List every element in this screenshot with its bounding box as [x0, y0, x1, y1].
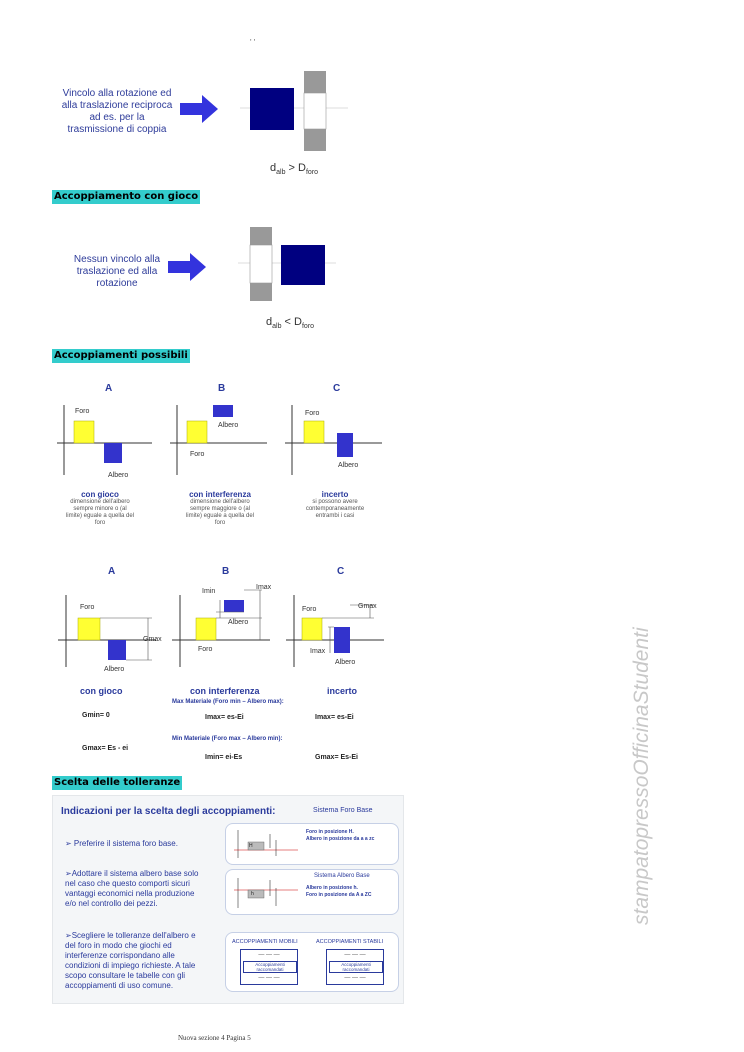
- letter-a: A: [105, 383, 113, 394]
- footer: Nuova sezione 4 Pagina 5: [178, 1034, 251, 1042]
- min-materiale: Min Materiale (Foro max – Albero min):: [172, 736, 283, 742]
- svg-text:stampatopressoOfficinaStudenti: stampatopressoOfficinaStudenti: [630, 627, 653, 925]
- letter-b: B: [218, 383, 226, 394]
- section2-line: rotazione: [96, 278, 138, 289]
- box2-line: Albero in posizione h.: [306, 885, 358, 891]
- caption-incerto: incerto si possono avere contemporaneamente entrambi i casi: [305, 490, 365, 519]
- section1-text: [52, 88, 182, 136]
- caption-interferenza: con interferenza dimensione dell'albero sempre maggiore o (al limite) eguale a quella del foro: [185, 490, 255, 526]
- section2-line: traslazione ed alla: [76, 266, 158, 277]
- caption-gioco: con gioco dimensione dell'albero sempre minore o (al limite) eguale a quella del foro: [65, 490, 135, 526]
- label-albero: Albero: [335, 659, 356, 666]
- letter-c: C: [333, 383, 341, 394]
- eq-imax-c: Imax= es-Ei: [315, 714, 354, 721]
- formula-2: $d_{alb} < D_{foro}$: [266, 316, 315, 331]
- label-foro: Foro: [198, 646, 213, 653]
- stabili-table: — — — Accoppiamenti raccomandati — — —: [326, 949, 384, 985]
- bullet-tolleranze: ➢Scegliere le tolleranze dell'albero e del foro in modo che giochi ed interferenze corrispondano alle condizioni di impiego richieste. A tale scopo consultare le tabelle con gli accoppiamenti di uso comune.: [65, 931, 196, 990]
- label-albero: Albero: [108, 472, 129, 479]
- box-albero-base: [225, 869, 399, 915]
- arrow-right-icon: [168, 253, 208, 281]
- heading-gioco: Accoppiamento con gioco: [54, 191, 199, 202]
- heading-tolleranze: Scelta delle tolleranze: [54, 777, 181, 788]
- albero-base-diagram: [230, 876, 300, 910]
- fit-diagrams-1: [52, 395, 392, 490]
- max-materiale: Max Materiale (Foro min – Albero max):: [172, 699, 284, 705]
- label-foro: Foro: [75, 408, 90, 415]
- label-foro: Foro: [80, 604, 95, 611]
- formula-1: $d_{alb} > D_{foro}$: [270, 162, 319, 177]
- mobili-label: ACCOPPIAMENTI MOBILI: [232, 939, 298, 945]
- watermark: [620, 540, 660, 930]
- label-imax: Imax: [310, 648, 326, 655]
- bullet-foro-base: ➢ Preferire il sistema foro base.: [65, 839, 178, 848]
- label-foro: Foro: [302, 606, 317, 613]
- bullet-albero-base: ➢Adottare il sistema albero base solo nel caso che questo comporti sicuri vantaggi economici nella produzione e/o nel controllo dei pezzi.: [65, 869, 199, 908]
- shaft-block: [250, 88, 294, 130]
- box-foro-base: [225, 823, 399, 865]
- tolleranze-title: Indicazioni per la scelta degli accoppiamenti:: [61, 806, 276, 817]
- section1-line: ad es. per la: [89, 112, 145, 123]
- heading-possibili: Accoppiamenti possibili: [54, 350, 188, 361]
- stabili-label: ACCOPPIAMENTI STABILI: [316, 939, 384, 945]
- section1-line: alla traslazione reciproca: [61, 100, 173, 111]
- label-imin: Imin: [202, 588, 216, 595]
- label-gmax: Gmax: [358, 603, 377, 610]
- letter-c: C: [337, 566, 345, 577]
- eq-gmin: Gmin= 0: [82, 712, 110, 719]
- foro-block: [74, 421, 94, 443]
- box2-line: Foro in posizione da A a ZC: [306, 892, 372, 898]
- title-incerto: incerto: [327, 686, 358, 696]
- h-upper-label: H: [249, 843, 253, 849]
- box1-line: Foro in posizione H.: [306, 829, 354, 835]
- letter-a: A: [108, 566, 116, 577]
- albero-block: [104, 443, 122, 463]
- section2-line: Nessun vincolo alla: [73, 254, 161, 265]
- sys1-label: Sistema Foro Base: [313, 807, 373, 814]
- eq-imax-b: Imax= es-Ei: [205, 714, 244, 721]
- label-foro: Foro: [190, 451, 205, 458]
- eq-gmax-a: Gmax= Es - ei: [82, 745, 129, 752]
- label-imax: Imax: [256, 584, 272, 591]
- section1-line: trasmissione di coppia: [67, 124, 167, 135]
- box-accoppiamenti: [225, 932, 399, 992]
- section1-line: Vincolo alla rotazione ed: [62, 88, 172, 99]
- foro-base-diagram: [230, 828, 300, 860]
- label-foro: Foro: [305, 410, 320, 417]
- label-gmax: Gmax: [143, 636, 162, 643]
- shaft-hole-diagram-2: [238, 225, 338, 305]
- eq-imin-b: Imin= ei-Es: [205, 754, 243, 761]
- eq-gmax-c: Gmax= Es-Ei: [315, 754, 358, 761]
- tolleranze-panel: [52, 795, 404, 1004]
- top-mark: ' ': [250, 38, 256, 47]
- box1-line: Albero in posizione da a a zc: [306, 836, 375, 842]
- label-albero: Albero: [338, 462, 359, 469]
- mobili-table: — — — Accoppiamenti raccomandati — — —: [240, 949, 298, 985]
- label-albero: Albero: [218, 422, 239, 429]
- arrow-right-icon: [180, 95, 220, 123]
- title-interferenza: con interferenza: [190, 686, 260, 696]
- title-gioco: con gioco: [80, 686, 123, 696]
- letter-b: B: [222, 566, 230, 577]
- label-albero: Albero: [228, 619, 249, 626]
- label-albero: Albero: [104, 666, 125, 673]
- h-lower-label: h: [251, 891, 254, 897]
- shaft-hole-diagram-1: [240, 68, 350, 158]
- sys2-label: Sistema Albero Base: [314, 873, 370, 879]
- section2-text: [52, 254, 182, 290]
